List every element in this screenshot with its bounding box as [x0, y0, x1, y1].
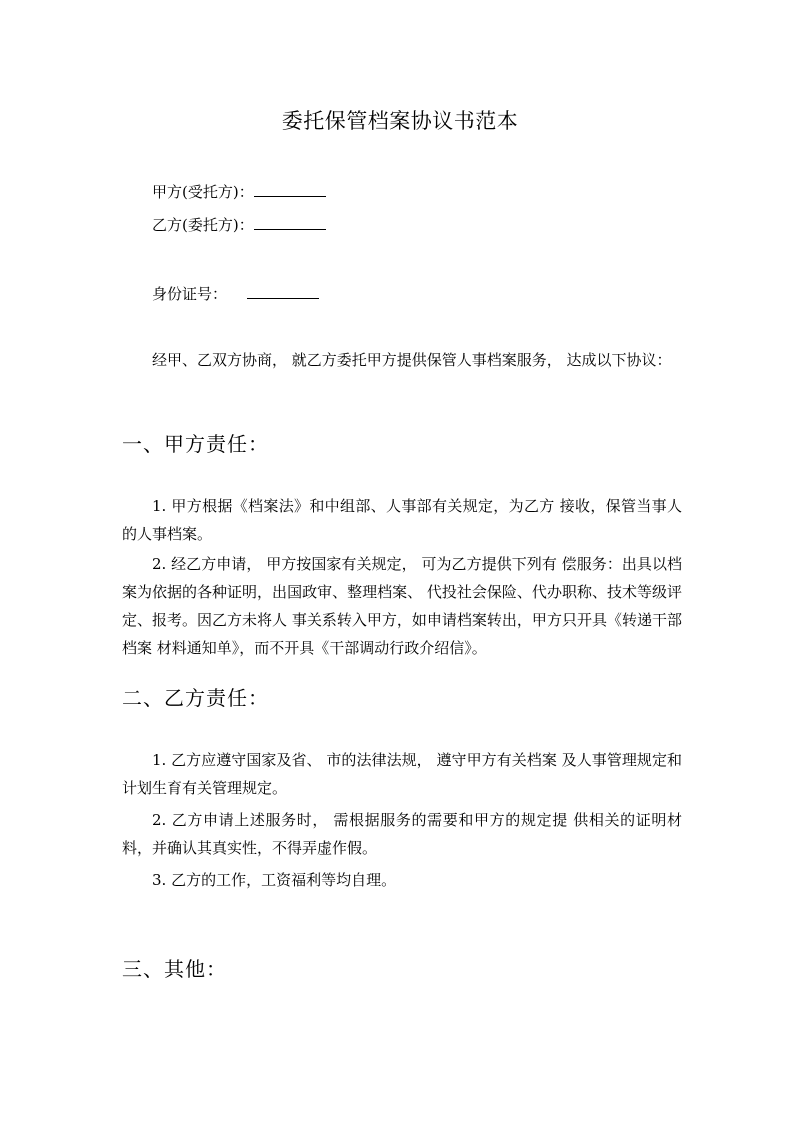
section-item: 2. 经乙方申请， 甲方按国家有关规定， 可为乙方提供下列有 偿服务：出具以档案为依据的各种证明，出国政审、整理档案、 代投社会保险、代办职称、技术等级评定、报考。因乙方未将人 事关系转入甲方，如申请档案转出，甲方只开具《转递干部档案 材料通知单》，而不开具《干部调动行政介绍信》。 [122, 555, 682, 657]
intro-paragraph: 经甲、乙双方协商， 就乙方委托甲方提供保管人事档案服务， 达成以下协议： [152, 351, 672, 369]
party-a-field [152, 181, 326, 202]
section-heading: 一、甲方责任： [122, 432, 269, 456]
party-a-blank [254, 181, 326, 197]
party-b-field [152, 214, 326, 235]
id-number-field [152, 283, 319, 304]
party-b-blank [254, 214, 326, 230]
section-item: 1. 乙方应遵守国家及省、 市的法律法规， 遵守甲方有关档案 及人事管理规定和计划生育有关管理规定。 [122, 751, 682, 797]
section-item: 2. 乙方申请上述服务时， 需根据服务的需要和甲方的规定提 供相关的证明材料，并确认其真实性，不得弄虚作假。 [122, 811, 682, 857]
section-heading: 二、乙方责任： [122, 686, 269, 710]
section-heading: 三、其他： [122, 957, 227, 981]
section-item: 1. 甲方根据《档案法》和中组部、人事部有关规定，为乙方 接收，保管当事人的人事档案。 [122, 497, 682, 543]
document-title: 委托保管档案协议书范本 [281, 109, 519, 133]
party-b-label: 乙方(委托方)： [152, 216, 254, 234]
party-a-label: 甲方(受托方)： [152, 183, 254, 201]
id-number-blank [247, 283, 319, 299]
section-item: 3. 乙方的工作，工资福利等均自理。 [152, 871, 397, 889]
id-number-label: 身份证号： [152, 285, 228, 303]
